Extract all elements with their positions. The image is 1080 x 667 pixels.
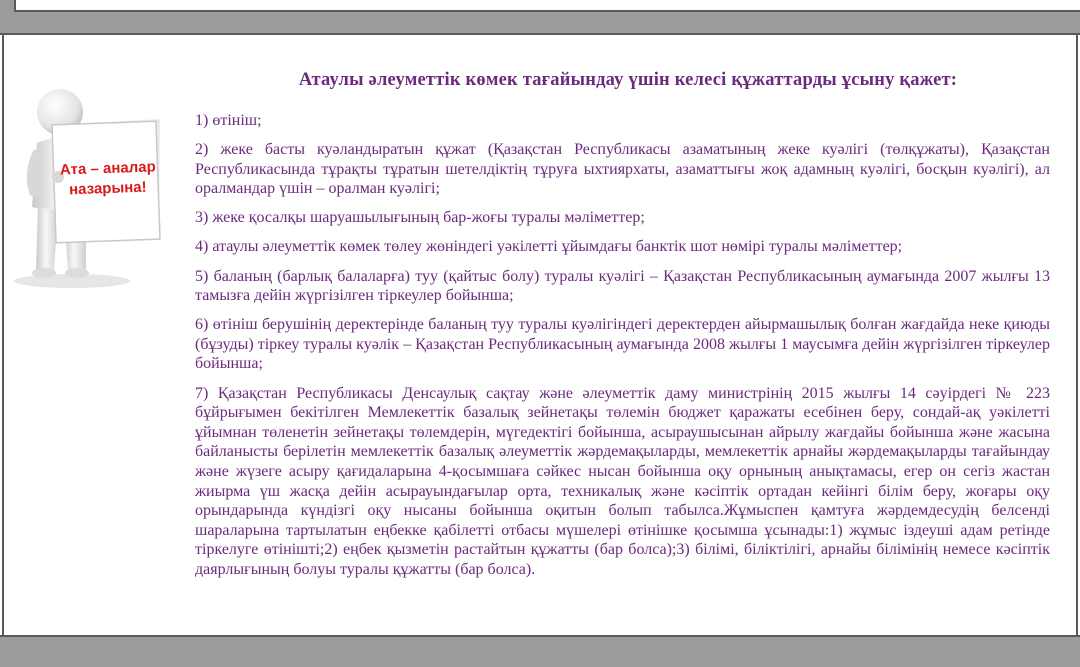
sign-line-1: Ата – аналар (59, 158, 157, 179)
previous-slide-fragment (14, 0, 1080, 12)
slide (0, 33, 1080, 637)
list-item: 4) атаулы әлеуметтік көмек төлеу жөніндегі уәкілетті ұйымдағы банктік шот нөмірі туралы мәліметтер; (195, 238, 903, 256)
sign-line-2: назарына! (68, 178, 147, 199)
document-list (195, 111, 1050, 589)
list-item: 6) өтініш берушінің деректерінде баланың туу туралы куәлігіндегі деректерден айырмашылық болған жағдайда неке қиюды (бұзуды) тіркеу туралы куәлік – Қазақстан Республикасының аумағында 2008 жылғы 1 маусымға дейін жүргізілген тіркеулер бойынша; (195, 316, 1050, 373)
list-item: 1) өтініш; (195, 112, 262, 129)
slide-title: Атаулы әлеуметтік көмек тағайындау үшін келесі құжаттарды ұсыну қажет: (298, 70, 958, 90)
list-item: 3) жеке қосалқы шаруашылығының бар-жоғы туралы мәліметтер; (195, 209, 645, 227)
list-item: 2) жеке басты куәландыратын құжат (Қазақстан Республикасы азаматының жеке куәлігі (төлқұжаты), Қазақстан Республикасында тұрақты тұратын шетелдіктің тұруға ыхтиярхаты, азаматтығы жоқ адамның куәлігі, босқын куәлігі), ал оралмандар үшін – оралман куәлігі; (195, 141, 1050, 198)
list-item: 7) Қазақстан Республикасы Денсаулық сақтау және әлеуметтік даму министрінің 2015 жылғы 14 сәуірдегі № 223 бұйрығымен бекітілген Мемлекеттік базалық зейнетақы төлемін бюджет қаражаты есебінен беру, сондай-ақ уәкілетті ұйымнан төленетін зейнетақы төлемдерін, мүгедектігі бойынша, асыраушысынан айрылу жағдайы бойынша және жасына байланысты берілетін мемлекеттік базалық әлеуметтік жәрдемақыларды, мемлекеттік арнайы жәрдемақыларды тағайындау және жүзеге асыру қағидаларына 4-қосымшаға сәйкес нысан бойынша оқу орнының анықтамасы, егер он сегіз жастан жиырма үш жасқа дейін асырауындағылар орта, техникалық және кәсіптік ортадан кейінгі білім беру, жоғары оқу орындарында күндізгі оқу нысаны бойынша оқитын болып табылса.Жұмыспен қамтуға жәрдемдесудің белсенді шараларына тартылатын еңбекке қабілетті отбасы мүшелері өтінішке қосымша ұсынады:1) жұмыс іздеуші адам ретінде тіркелуге өтінішті;2) еңбек қызметін растайтын құжатты (бар болса);3) білімі, біліктілігі, арнайы білімінің немесе кәсіптік даярлығының болуы туралы құжатты (бар болса). (195, 384, 1050, 578)
person-holding-sign-illustration (14, 85, 164, 290)
list-item: 5) баланың (барлық балаларға) туу (қайтыс болу) туралы куәлігі – Қазақстан Республикасының аумағында 2007 жылғы 13 тамызға дейін жүргізілген тіркеулер бойынша; (195, 267, 1050, 305)
